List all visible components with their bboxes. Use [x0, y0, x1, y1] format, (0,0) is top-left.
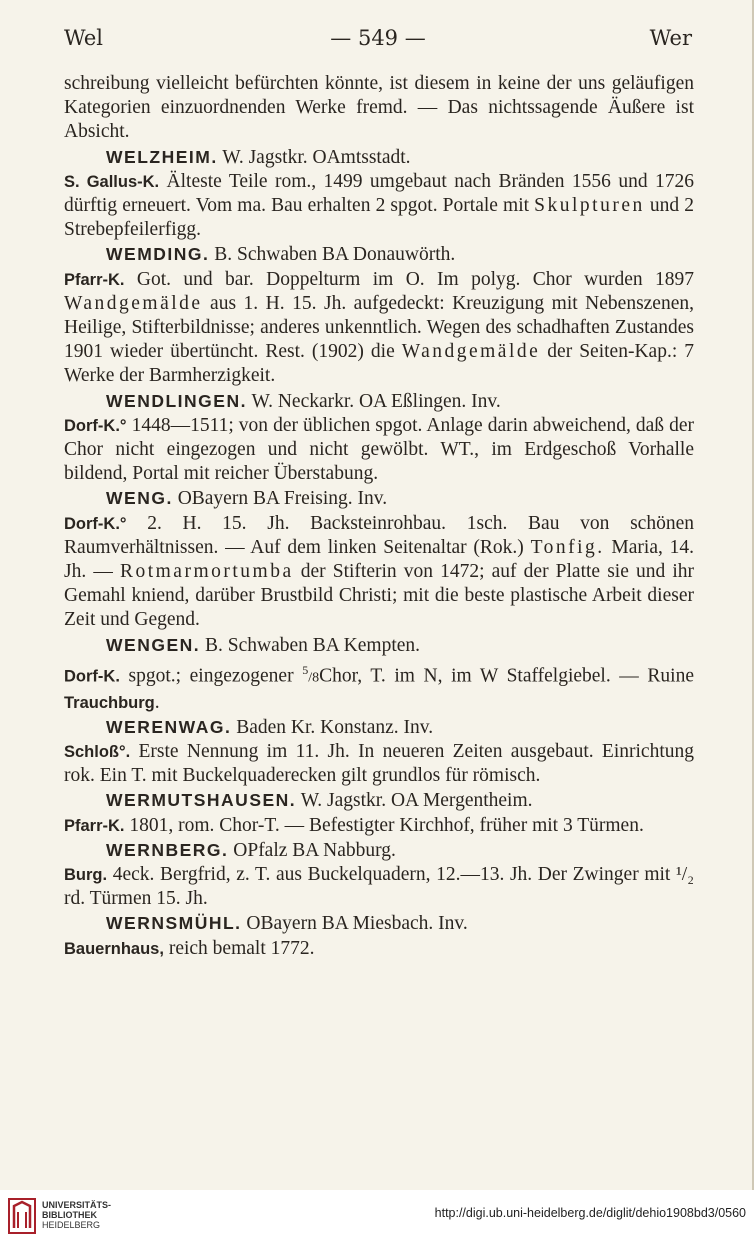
entry-heading: [64, 242, 694, 267]
place-name: WELZHEIM.: [106, 146, 218, 167]
place-name: WERNSMÜHL.: [106, 913, 242, 934]
university-library-logo-icon: [8, 1198, 36, 1234]
entry-text-part: Chor, T. im N, im W Staffelgiebel. — Ruine: [319, 665, 694, 687]
spaced-term: Wandgemälde: [64, 292, 203, 314]
entry-text-part: reich bemalt 1772.: [163, 937, 315, 959]
place-name: WENGEN.: [106, 634, 201, 655]
library-name-line: HEIDELBERG: [42, 1220, 101, 1230]
entry-text-part: spgot.; eingezogener: [119, 665, 303, 687]
place-name: WENG.: [106, 488, 173, 509]
entry-text: [64, 512, 694, 633]
entry-heading: [64, 838, 694, 863]
place-name: WERNBERG.: [106, 839, 229, 860]
entry-text: [64, 740, 694, 788]
place-name: WENDLINGEN.: [106, 390, 247, 411]
entry-text-part: der Seiten-Kap.: 7 Werke der Barmherzigkeit.: [64, 341, 694, 387]
footer-bar: [0, 1190, 754, 1253]
object-name: S. Gallus-K.: [64, 172, 160, 191]
place-region: OBayern BA Miesbach. Inv.: [241, 913, 468, 935]
object-name: Pfarr-K.: [64, 816, 125, 835]
entry-heading: [64, 145, 694, 170]
entry-text-part: Erste Nennung im 11. Jh. In neueren Zeiten ausgebaut. Einrichtung rok. Ein T. mit Buckelquaderecken gilt grundlos für römisch.: [64, 740, 694, 787]
entry-text: [64, 814, 694, 838]
entry-text-part: Älteste Teile rom., 1499 umgebaut nach Bränden 1556 und 1726 dürftig erneuert. Vom ma. Bau erhalten 2 spgot. Portale mit: [64, 170, 694, 217]
place-region: W. Jagstkr. OAmtsstadt.: [217, 146, 411, 168]
place-region: W. Neckarkr. OA Eßlingen. Inv.: [246, 390, 501, 412]
place-region: OPfalz BA Nabburg.: [228, 839, 396, 861]
page-header: [64, 26, 692, 56]
fraction-numerator: 5: [302, 662, 309, 677]
object-name: Dorf-K.: [64, 667, 120, 686]
entry-text-part: Got. und bar. Doppelturm im O. Im polyg. Chor wurden 1897: [124, 268, 694, 290]
spaced-term: Skulpturen: [534, 195, 645, 217]
header-left-keyword: Wel: [64, 26, 104, 50]
place-region: B. Schwaben BA Donauwörth.: [209, 244, 456, 266]
entry-heading: [64, 788, 694, 813]
entry-text-part: 4eck. Bergfrid, z. T. aus Buckelquadern, 12.—13. Jh. Der Zwinger mit: [107, 864, 676, 885]
place-region: B. Schwaben BA Kempten.: [200, 634, 421, 656]
entry-text-part: 2. H. 15. Jh. Backsteinrohbau. 1sch. Bau von schönen Raumverhältnissen. — Auf dem linken Seitenaltar (Rok.): [64, 512, 694, 558]
entry-text: [64, 937, 694, 961]
entry-text: [64, 863, 694, 911]
object-name: Bauernhaus,: [64, 939, 164, 958]
object-name: Dorf-K.°: [64, 416, 127, 435]
object-name: Pfarr-K.: [64, 270, 125, 289]
bold-term: Trauchburg: [64, 693, 155, 712]
entry-text-part: und 2 Strebepfeilerfigg.: [64, 195, 695, 241]
entry-heading: [64, 633, 694, 658]
entry-text-part: Maria, 14. Jh. —: [64, 536, 695, 583]
entry-heading: [64, 911, 694, 936]
spaced-term: Tonfig.: [530, 536, 605, 558]
place-name: WERENWAG.: [106, 716, 232, 737]
entry-text-part: der Stifterin von 1472; auf der Platte sie und ihr Gemahl kniend, darüber Brustbild Christi; mit die beste plastische Arbeit dieser Zeit und Gegend.: [64, 561, 694, 631]
fraction-denominator: /8: [308, 670, 320, 686]
place-name: WEMDING.: [106, 244, 210, 265]
entry-text-part: .: [154, 691, 160, 713]
entry-text: [64, 268, 694, 389]
entry-heading: [64, 715, 694, 740]
library-name-line: BIBLIOTHEK: [42, 1210, 97, 1220]
place-region: Baden Kr. Konstanz. Inv.: [231, 716, 434, 738]
object-name: Schloß°.: [64, 742, 131, 761]
entry-heading: [64, 486, 694, 511]
entry-heading: [64, 389, 694, 414]
library-name-line: UNIVERSITÄTS-: [42, 1200, 112, 1210]
entry-text-part: aus 1. H. 15. Jh. aufgedeckt: Kreuzigung mit Nebenszenen, Heilige, Stifterbildnisse; anderes unkenntlich. Wegen des schadhaften Zustandes 1901 wieder übertüncht. Rest. (1902) die: [64, 292, 694, 363]
object-name: Dorf-K.°: [64, 514, 127, 533]
place-region: W. Jagstkr. OA Mergentheim.: [296, 790, 533, 812]
spaced-term: Wandgemälde: [401, 341, 541, 363]
entry-text-part: rd. Türmen 15. Jh.: [64, 888, 208, 910]
entry-text: [64, 414, 694, 487]
page-number: — 549 —: [330, 26, 426, 50]
intro-paragraph: schreibung vielleicht befürchten könnte, ist diesem in keine der uns geläufigen Kategorien einzuordnenden Werke fremd. — Das nichtssagende Äußere ist Absicht.: [64, 73, 694, 143]
header-right-keyword: Wer: [649, 26, 692, 50]
entry-text-part: 1801, rom. Chor-T. — Befestigter Kirchhof, früher mit 3 Türmen.: [124, 814, 644, 836]
library-name: [42, 1200, 111, 1230]
entry-text: [64, 170, 694, 243]
object-name: Burg.: [64, 866, 108, 884]
place-name: WERMUTSHAUSEN.: [106, 790, 297, 811]
entry-text: [64, 658, 694, 715]
source-url-link[interactable]: http://digi.ub.uni-heidelberg.de/diglit/dehio1908bd3/0560: [434, 1206, 746, 1220]
entry-text-part: 1448—1511; von der üblichen spgot. Anlage darin abweichend, daß der Chor nicht eingezogen und nicht gewölbt. WT., im Erdgeschoß Vorhalle bildend, Portal mit reicher Überstabung.: [64, 414, 694, 485]
page-body: [64, 72, 694, 961]
place-region: OBayern BA Freising. Inv.: [172, 488, 388, 510]
spaced-term: Rotmarmortumba: [119, 561, 294, 583]
fraction: ¹/₂: [675, 864, 694, 885]
